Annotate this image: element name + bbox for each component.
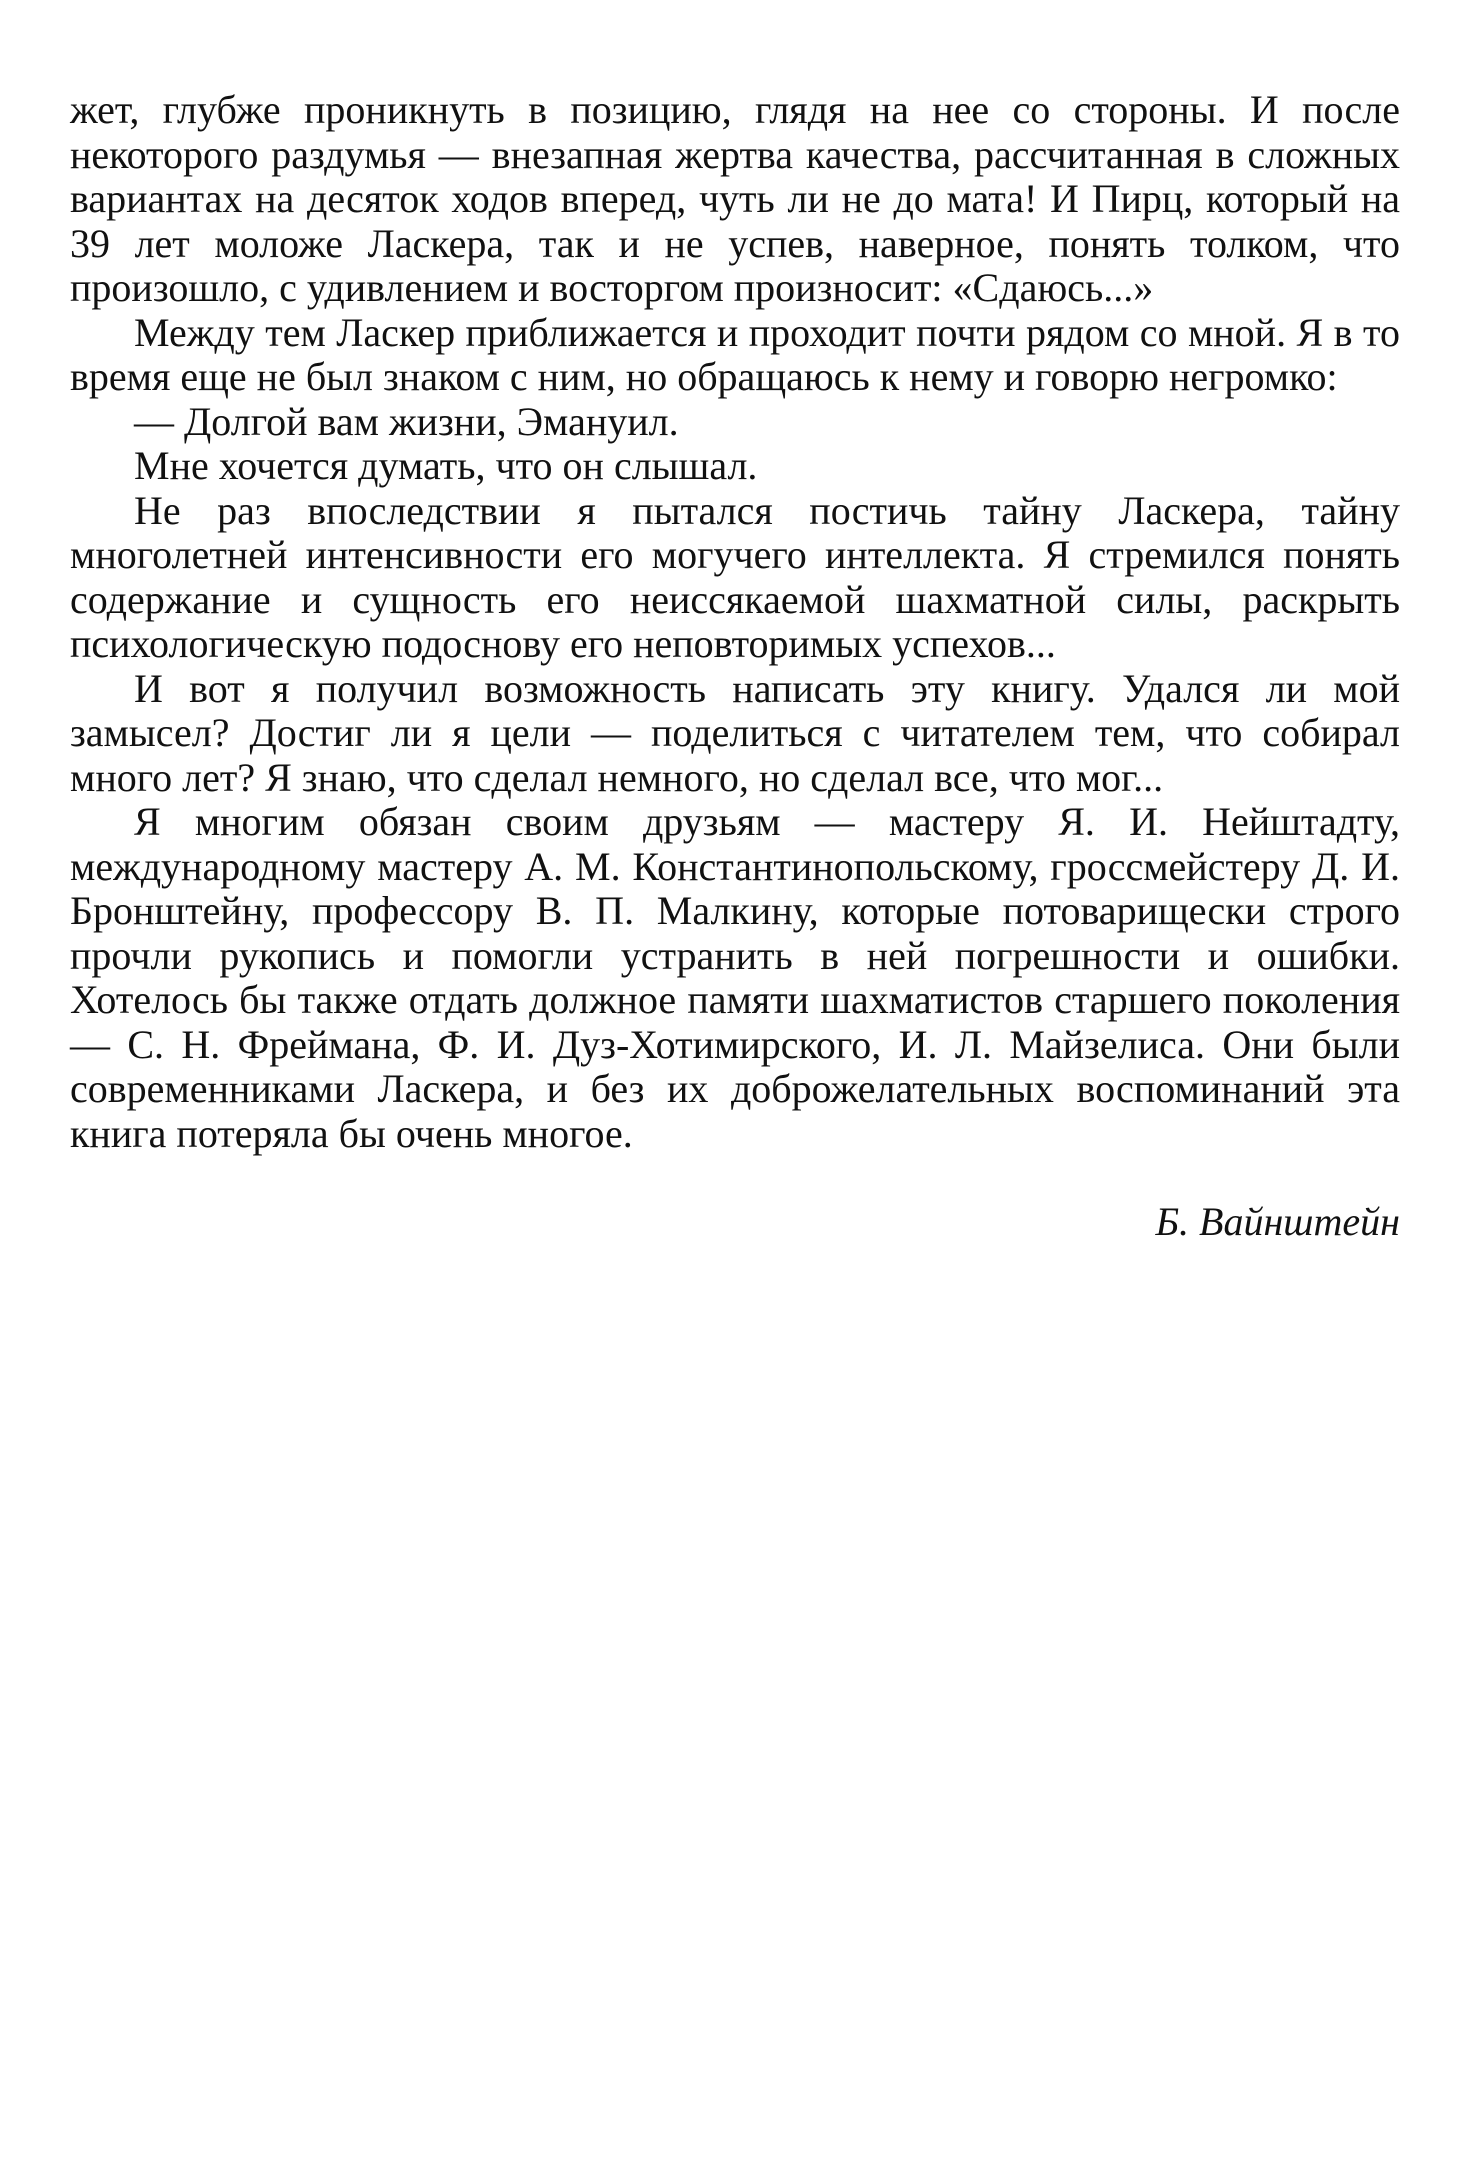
paragraph-heard: Мне хочется думать, что он слышал. <box>134 443 758 488</box>
paragraph-lasker-approaches: Между тем Ласкер приближается и проходит почти рядом со мной. Я в то время еще не был знаком с ним, но обращаюсь к нему и говорю негромко: <box>70 309 1400 399</box>
document-page <box>70 88 1400 1245</box>
paragraph-mystery: Не раз впоследствии я пытался постичь тайну Ласкера, тайну многолетней интенсивности его могучего интеллекта. Я стремился понять содержание и сущность его неиссякаемой шахматной силы, раскрыть психологическую подоснову его неповторимых успехов... <box>70 487 1400 666</box>
paragraph-greeting: — Долгой вам жизни, Эмануил. <box>134 398 679 444</box>
paragraph-acknowledgements: Я многим обязан своим друзьям — мастеру Я. И. Нейштадту, международному мастеру А. М. Константинопольскому, гроссмейстеру Д. И. Бронштейну, профессору В. П. Малкину, которые потоварищески строго прочли рукопись и помогли устранить в ней погрешности и ошибки. Хотелось бы также отдать должное памяти шахматистов старшего поколения — С. Н. Фреймана, Ф. И. Дуз-Хотимирского, И. Л. Майзелиса. Они были современниками Ласкера, и без их доброжелательных воспоминаний эта книга потеряла бы очень многое. <box>70 799 1400 1156</box>
paragraph-book: И вот я получил возможность написать эту книгу. Удался ли мой замысел? Достиг ли я цели — поделиться с читателем тем, что собирал много лет? Я знаю, что сделал немного, но сделал все, что мог... <box>70 665 1400 800</box>
author-signature: Б. Вайнштейн <box>1155 1199 1400 1244</box>
paragraph-continuation: жет, глубже проникнуть в позицию, глядя на нее со стороны. И после некоторого раздумья — внезапная жертва качества, рассчитанная в сложных вариантах на десяток ходов вперед, чуть ли не до мата! И Пирц, который на 39 лет моложе Ласкера, так и не успев, наверное, понять толком, что произошло, с удивлением и восторгом произносит: «Сдаюсь...» <box>70 87 1400 310</box>
